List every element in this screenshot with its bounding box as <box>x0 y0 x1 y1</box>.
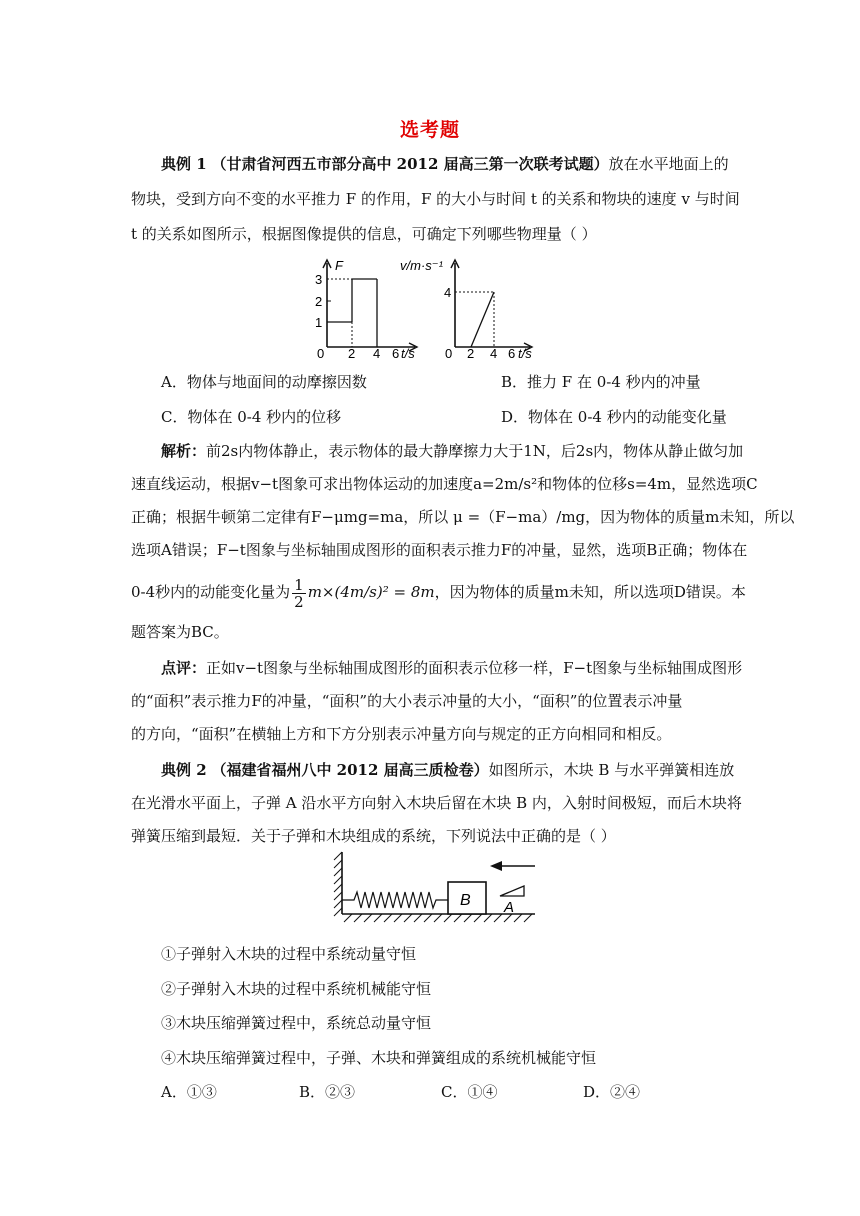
example1-line2: 物块，受到方向不变的水平推力 F 的作用，F 的大小与时间 t 的关系和物块的速度 v 与时间 <box>131 190 740 208</box>
example1-line3: t 的关系如图所示，根据图像提供的信息，可确定下列哪些物理量（ ） <box>131 225 597 243</box>
analysis-label: 解析： <box>161 442 207 460</box>
example1-option-b: B．推力 F 在 0-4 秒内的冲量 <box>501 373 701 391</box>
bullet-a <box>500 886 524 896</box>
example2-line3: 弹簧压缩到最短．关于子弹和木块组成的系统，下列说法中正确的是（ ） <box>131 827 616 845</box>
fraction-half <box>292 577 306 610</box>
example1-figure <box>305 255 545 360</box>
analysis-line6: 题答案为BC。 <box>131 623 229 641</box>
analysis-line5-pre: 0-4秒内的动能变化量为 <box>131 583 291 601</box>
graph-f-xtick-2: 2 <box>348 346 356 360</box>
example2-option-a: A．①③ <box>161 1083 217 1101</box>
graph-v-xtick-4: 4 <box>490 346 498 360</box>
graph-f-xlabel: t/s <box>401 346 415 360</box>
graph-v-xtick-2: 2 <box>467 346 475 360</box>
spring <box>342 892 448 908</box>
example2-label: 典例 2 <box>161 761 207 779</box>
graph-v-xlabel: t/s <box>518 346 532 360</box>
direction-arrow-icon <box>490 861 502 871</box>
graph-v-xtick-0: 0 <box>445 346 453 360</box>
comment-line1 <box>161 658 761 678</box>
example2-line1-rest: 如图所示，木块 B 与水平弹簧相连放 <box>488 761 735 779</box>
graph-f-ytick-3: 3 <box>315 272 323 287</box>
analysis-line2: 速直线运动，根据v−t图象可求出物体运动的加速度a=2m/s²和物体的位移s=4m，显然选项C <box>131 475 758 493</box>
example1-option-a: A．物体与地面间的动摩擦因数 <box>161 373 367 391</box>
bullet-a-label: A <box>504 899 515 916</box>
comment-line3: 的方向，“面积”在横轴上方和下方分别表示冲量方向与规定的正方向相同和相反。 <box>131 725 672 743</box>
block-b-label: B <box>460 892 471 909</box>
analysis-line5 <box>131 572 746 612</box>
analysis-text-1: 前2s内物体静止，表示物体的最大静摩擦力大于1N，后2s内，物体从静止做匀加 <box>206 442 744 460</box>
statement-1: ①子弹射入木块的过程中系统动量守恒 <box>161 945 417 963</box>
graph-f-t <box>315 258 417 360</box>
analysis-line1 <box>161 441 761 461</box>
example1-label: 典例 1 <box>161 155 207 173</box>
example1-line1-rest: 放在水平地面上的 <box>608 155 729 173</box>
analysis-line5-post: ，因为物体的质量m未知，所以选项D错误。本 <box>434 583 746 601</box>
graph-v-t <box>400 258 532 360</box>
example2-line1 <box>161 760 761 780</box>
example2-option-c: C．①④ <box>441 1083 498 1101</box>
example2-figure <box>330 848 550 928</box>
example1-line1 <box>161 154 761 174</box>
example1-option-d: D．物体在 0-4 秒内的动能变化量 <box>501 408 727 426</box>
fraction-numerator: 1 <box>294 575 304 594</box>
graph-v-ytick-4: 4 <box>444 285 452 300</box>
graph-f-xtick-0: 0 <box>317 346 325 360</box>
graph-v-ylabel: v/m·s⁻¹ <box>400 258 443 273</box>
graph-v-xtick-6: 6 <box>508 346 516 360</box>
page-title: 选考题 <box>399 119 460 141</box>
comment-label: 点评： <box>161 659 207 677</box>
fraction-denominator: 2 <box>294 592 304 611</box>
example2-option-b: B．②③ <box>299 1083 356 1101</box>
comment-line2: 的“面积”表示推力F的冲量，“面积”的大小表示冲量的大小，“面积”的位置表示冲量 <box>131 692 683 710</box>
analysis-line3: 正确；根据牛顿第二定律有F−μmg=ma，所以 μ =（F−ma）/mg，因为物体的质量m未知，所以 <box>131 508 795 526</box>
graph-f-xtick-4: 4 <box>373 346 381 360</box>
statement-2: ②子弹射入木块的过程中系统机械能守恒 <box>161 980 432 998</box>
example2-option-d: D．②④ <box>583 1083 641 1101</box>
graph-f-ytick-2: 2 <box>315 294 323 309</box>
example2-line2: 在光滑水平面上，子弹 A 沿水平方向射入木块后留在木块 B 内，入射时间极短，而后木块将 <box>131 794 742 812</box>
graph-f-xtick-6: 6 <box>392 346 400 360</box>
analysis-line4: 选项A错误；F−t图象与坐标轴围成图形的面积表示推力F的冲量，显然，选项B正确；物体在 <box>131 541 748 559</box>
statement-3: ③木块压缩弹簧过程中，系统总动量守恒 <box>161 1014 432 1032</box>
comment-text-1: 正如v−t图象与坐标轴围成图形的面积表示位移一样，F−t图象与坐标轴围成图形 <box>206 659 743 677</box>
example1-option-c: C．物体在 0-4 秒内的位移 <box>161 408 342 426</box>
example1-source: （甘肃省河西五市部分高中 2012 届高三第一次联考试题） <box>211 155 609 173</box>
statement-4: ④木块压缩弹簧过程中，子弹、木块和弹簧组成的系统机械能守恒 <box>161 1049 597 1067</box>
analysis-formula: m×(4m/s)² = 8m <box>307 583 435 601</box>
graph-f-ylabel: F <box>335 258 343 273</box>
graph-f-ytick-1: 1 <box>315 315 323 330</box>
example2-source: （福建省福州八中 2012 届高三质检卷） <box>211 761 489 779</box>
